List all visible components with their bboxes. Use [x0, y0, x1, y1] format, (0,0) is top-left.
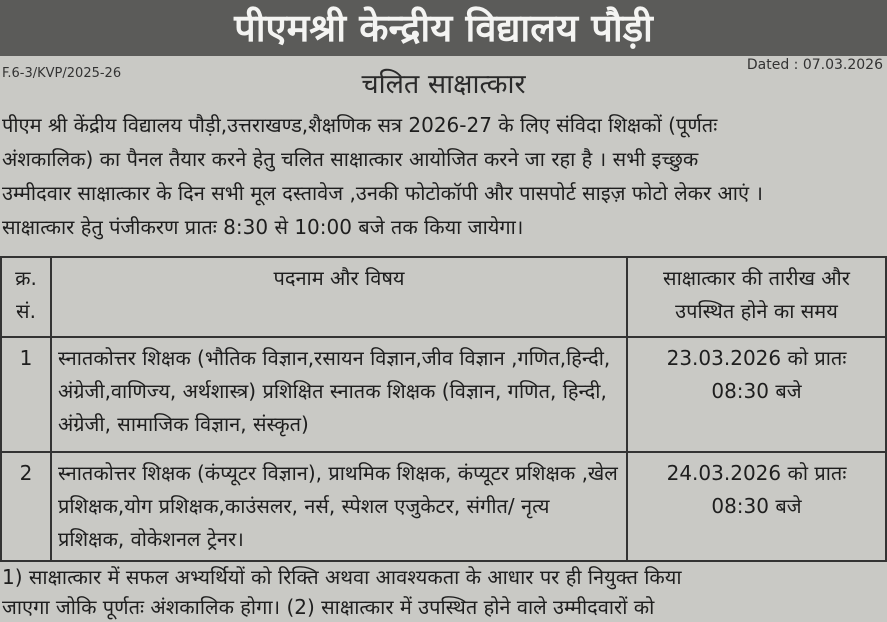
school-name-banner: पीएमश्री केन्द्रीय विद्यालय पौड़ी: [0, 0, 887, 56]
notice-footnotes: [2, 562, 887, 622]
row-serial: 1: [1, 337, 51, 452]
interview-schedule-table: [0, 256, 887, 562]
reference-number: F.6-3/KVP/2025-26: [2, 66, 122, 81]
paragraph-line: पीएम श्री केंद्रीय विद्यालय पौड़ी,उत्तराखण्ड,शैक्षणिक सत्र 2026-27 के लिए संविदा शिक्षकों (पूर्णतः: [2, 113, 718, 137]
table-row: [1, 452, 886, 561]
header-serial: क्र. सं.: [1, 257, 51, 337]
paragraph-line: अंशकालिक) का पैनल तैयार करने हेतु चलित साक्षात्कार आयोजित करने जा रहा है । सभी इच्छुक: [2, 147, 699, 171]
notice-paragraph: [2, 108, 887, 244]
row-serial: 2: [1, 452, 51, 561]
paragraph-line: साक्षात्कार हेतु पंजीकरण प्रातः 8:30 से 10:00 बजे तक किया जायेगा।: [2, 215, 524, 239]
row-time: 08:30 बजे: [711, 379, 802, 403]
row-posts: स्नातकोत्तर शिक्षक (भौतिक विज्ञान,रसायन विज्ञान,जीव विज्ञान ,गणित,हिन्दी, अंग्रेजी,वाणिज्य, अर्थशास्त्र) प्रशिक्षित स्नातक शिक्षक (विज्ञान, गणित, हिन्दी, अंग्रेजी, सामाजिक विज्ञान, संस्कृत): [51, 337, 627, 452]
footnote-line: 1) साक्षात्कार में सफल अभ्यर्थियों को रिक्ति अथवा आवश्यकता के आधार पर ही नियुक्त किया: [2, 565, 682, 589]
header-posts: पदनाम और विषय: [51, 257, 627, 337]
row-posts: स्नातकोत्तर शिक्षक (कंप्यूटर विज्ञान), प्राथमिक शिक्षक, कंप्यूटर प्रशिक्षक ,खेल प्रशिक्षक,योग प्रशिक्षक,काउंसलर, नर्स, स्पेशल एजुकेटर, संगीत/ नृत्य प्रशिक्षक, वोकेशनल ट्रेनर।: [51, 452, 627, 561]
row-date-time: [627, 337, 886, 452]
notice-title: चलित साक्षात्कार: [361, 69, 526, 100]
header-date-time: साक्षात्कार की तारीख और उपस्थित होने का समय: [627, 257, 886, 337]
table-header-row: [1, 257, 886, 337]
paragraph-line: उम्मीदवार साक्षात्कार के दिन सभी मूल दस्तावेज ,उनकी फोटोकॉपी और पासपोर्ट साइज़ फोटो लेकर आएं ।: [2, 181, 763, 205]
table-row: [1, 337, 886, 452]
footnote-line: जाएगा जोकि पूर्णतः अंशकालिक होगा। (2) साक्षात्कार में उपस्थित होने वाले उम्मीदवारों को: [2, 595, 655, 619]
row-date-time: [627, 452, 886, 561]
row-date: 24.03.2026 को प्रातः: [666, 461, 847, 485]
row-time: 08:30 बजे: [711, 494, 802, 518]
notice-date: Dated : 07.03.2026: [746, 57, 883, 73]
row-date: 23.03.2026 को प्रातः: [666, 346, 847, 370]
